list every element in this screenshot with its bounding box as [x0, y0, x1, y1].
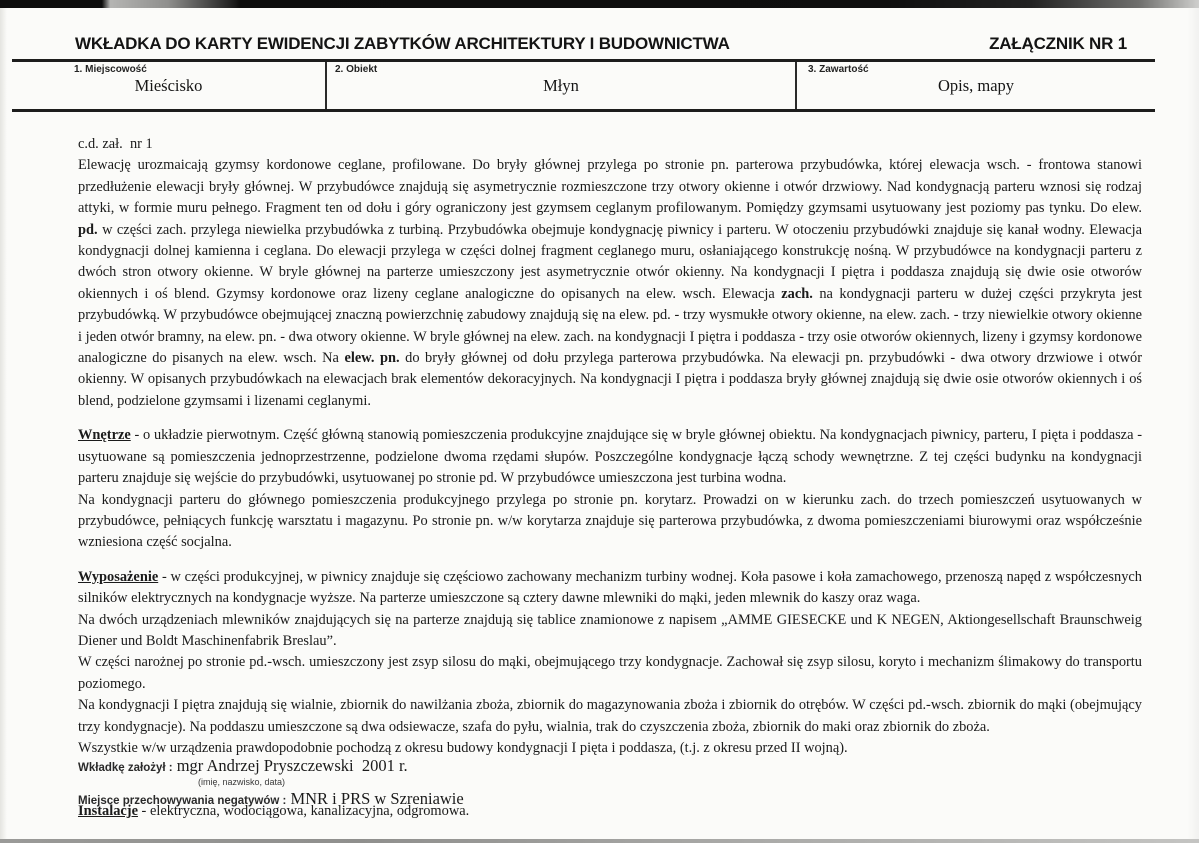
equipment-paragraph-5: Wszystkie w/w urządzenia prawdopodobnie pochodzą z okresu budowy kondygnacji I pięta i poddasza, (t.j. z okresu przed II wojną). [78, 739, 848, 756]
founder-label: Wkładkę założył : [78, 762, 173, 774]
interior-paragraph-1: Wnętrze - o układzie pierwotnym. Część główną stanowią pomieszczenia produkcyjne znajdujące się w bryle głównej obiektu. Na kondygnacjach piwnicy, parteru, I pięta i poddasza - usytuowane są pomieszczenia jednoprzestrzenne, podzielone dwoma rzędami słupów. Poszczególne kondygnacje łączą schody wewnętrzne. Z tej części budynku na kondygnacji parteru znajduje się wejście do przybudówki, usytuowanej po stronie pd. W przybudówce umieszczona jest turbina wodna. [78, 427, 1142, 487]
form-field-locality [12, 62, 325, 109]
form-field-value: Mieścisko [134, 76, 203, 95]
elevation-paragraph: Elewację urozmaicają gzymsy kordonowe ceglane, profilowane. Do bryły głównej przylega po stronie pn. parterowa przybudówka, której elewacja wsch. - frontowa stanowi przedłużenie elewacji bryły głównej. W przybudówce znajdują się asymetrycznie rozmieszczone trzy otwory okienne i otwór drzwiowy. Nad kondygnacją parteru wznosi się rodzaj attyki, w formie muru pełnego. Fragment ten od dołu i góry ograniczony jest gzymsem ceglanym profilowanym. Pomiędzy gzymsami usytuowany jest poziomy pas tynku. Do elew. pd. w części zach. przylega niewielka przybudówka z turbiną. Przybudówka obejmuje kondygnację piwnicy i parteru. W otoczeniu przybudówki znajduje się kanał wodny. Elewacja kondygnacji dolnej kamienna i ceglana. Do elewacji przylega w części dolnej fragment ceglanego muru, osłaniającego konstrukcję nośną. W przybudówce na kondygnacji parteru z dwóch stron otwory okienne. W bryle głównej na parterze umieszczony jest asymetrycznie otwór okienny. Na kondygnacji I piętra i poddasza znajdują się dwie osie otworów okiennych i oś blend. Gzymsy kordonowe oraz lizeny ceglane analogiczne do opisanych na elew. wsch. Elewacja zach. na kondygnacji parteru w dużej części przykryta jest przybudówką. W przybudówce obejmującej znaczną powierzchnię zabudowy znajdują się na elew. pd. - trzy wysmukłe otwory okienne, na elew. zach. - trzy niewielkie otwory okienne i jeden otwór bramny, na elew. pn. - dwa otwory okienne. W bryle głównej na elew. zach. na kondygnacji I piętra i poddasza - trzy osie otworów okiennych, lizeny i gzymsy kordonowe analogiczne do pisanych na elew. wsch. Na elew. pn. do bryły głównej od dołu przylega parterowa przybudówka. Na elewacji pn. przybudówki - dwa otwory drzwiowe i otwór okienny. W opisanych przybudówkach na elewacjach brak elementów dekoracyjnych. Na kondygnacji I piętra i poddasza bryły głównej znajdują się dwie osie otworów okiennych i oś blend, podzielone gzymsami i lizenami ceglanymi. [78, 157, 1142, 409]
form-table [12, 59, 1155, 112]
body-text [78, 134, 1142, 823]
form-field-contents [795, 62, 1155, 109]
installations-paragraph: Instalacje - elektryczna, wodociągowa, kanalizacyjna, odgromowa. [78, 803, 470, 820]
scan-edge-bottom [0, 839, 1199, 843]
negatives-value: MNR i PRS w Szreniawie [286, 789, 464, 808]
form-field-value: Opis, mapy [937, 76, 1015, 95]
document-title: WKŁADKA DO KARTY EWIDENCJI ZABYTKÓW ARCHITEKTURY I BUDOWNICTWA [75, 34, 730, 53]
form-field-label: 2. Obiekt [335, 64, 378, 75]
scan-edge-left [0, 0, 7, 843]
document-footer [78, 756, 464, 809]
attachment-label: ZAŁĄCZNIK NR 1 [989, 34, 1127, 53]
equipment-paragraph-1: Wyposażenie - w części produkcyjnej, w piwnicy znajduje się częściowo zachowany mechanizm turbiny wodnej. Koła pasowe i koła zamachowego, przenoszą napęd z współczesnych silników elektrycznych na kondygnacje wyższe. Na parterze umieszczone są cztery dawne mlewniki do mąki, jeden mlewnik do kaszy oraz waga. [78, 568, 1142, 607]
document-header [75, 34, 1127, 54]
form-field-label: 3. Zawartość [808, 64, 869, 75]
scan-edge-right [1187, 0, 1199, 843]
founder-note: (imię, nazwisko, data) [198, 777, 286, 787]
form-field-label: 1. Miejscowość [74, 64, 147, 75]
form-field-object [325, 62, 795, 109]
equipment-paragraph-4: Na kondygnacji I piętra znajdują się wialnie, zbiornik do nawilżania zboża, zbiornik do magazynowania zboża i zbiornik do otrębów. W części pd.-wsch. zbiornik do mąki (obejmujący trzy kondygnacje). Na poddaszu umieszczone są dwa odsiewacze, szafa do pyłu, wialnia, trak do czyszczenia zboża, zbiornik do maki oraz zbiornik do zboża. [78, 697, 1142, 735]
founder-value: mgr Andrzej Pryszczewski 2001 r. [172, 756, 408, 775]
scan-edge-top [0, 0, 1199, 8]
continuation-note: c.d. zał. nr 1 [78, 136, 153, 152]
negatives-label: Miejsce przechowywania negatywów : [78, 795, 287, 807]
interior-paragraph-2: Na kondygnacji parteru do głównego pomieszczenia produkcyjnego przylega po stronie pn. korytarz. Prowadzi on w kierunku zach. do trzech pomieszczeń usytuowanych w przybudówce, pełniących funkcję warsztatu i magazynu. Po stronie pn. w/w korytarza znajduje się parterowa przybudówka, z dwoma pomieszczeniami biurowymi oraz współcześnie wzniesiona część socjalna. [78, 491, 1142, 551]
equipment-paragraph-3: W części narożnej po stronie pd.-wsch. umieszczony jest zsyp silosu do mąki, obejmującego trzy kondygnacje. Zachował się zsyp silosu, koryto i mechanizm ślimakowy do transportu poziomego. [78, 654, 1142, 692]
founder-line [78, 756, 464, 776]
equipment-paragraph-2: Na dwóch urządzeniach mlewników znajdujących się na parterze znajdują się tablice znamionowe z napisem „AMME GIESECKE und K NEGEN, Aktiongesellschaft Braunschweig Diener und Boldt Maschinenfabrik Breslau”. [78, 611, 1142, 649]
negatives-line [78, 789, 464, 809]
form-field-value: Młyn [543, 76, 579, 95]
body-paragraphs [78, 155, 1142, 822]
